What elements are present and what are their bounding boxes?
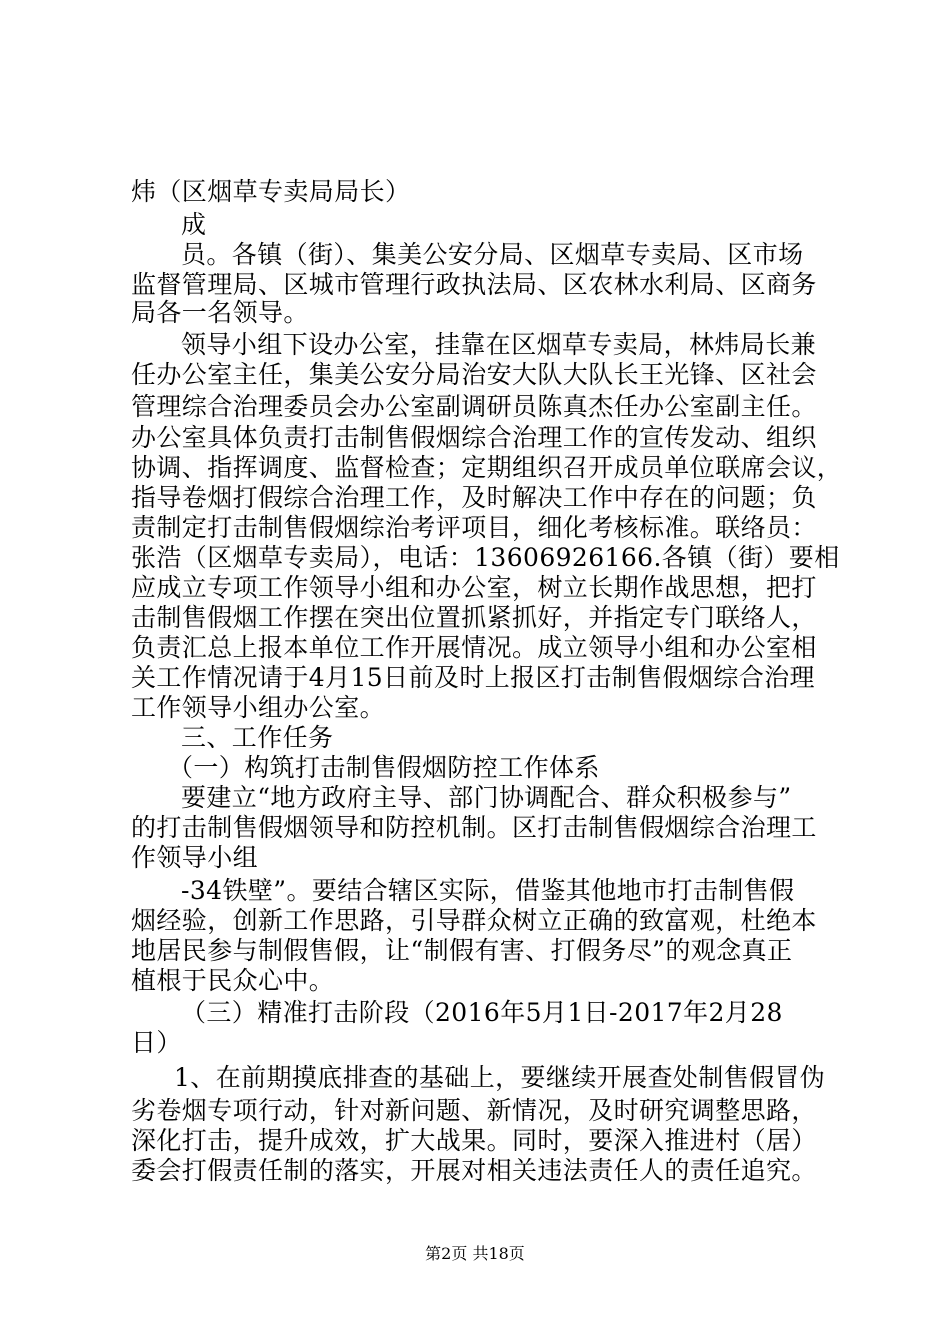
text-line: 责制定打击制售假烟综治考评项目，细化考核标准。联络员： [131,513,817,542]
text-line: 办公室具体负责打击制售假烟综合治理工作的宣传发动、组织 [131,423,817,452]
text-line: 击制售假烟工作摆在突出位置抓紧抓好，并指定专门联络人， [131,603,817,632]
text-line: 炜（区烟草专卖局局长） [131,177,411,206]
text-line: 植根于民众心中。 [131,966,335,995]
text-line: 局各一名领导。 [131,298,309,327]
text-line: -34铁壁”。要结合辖区实际，借鉴其他地市打击制售假 [181,876,795,905]
text-line: 烟经验，创新工作思路，引导群众树立正确的致富观，杜绝本 [131,906,817,935]
text-line: 作领导小组 [131,843,259,872]
subsection-heading: （一）构筑打击制售假烟防控工作体系 [168,753,600,782]
text-line: 监督管理局、区城市管理行政执法局、区农林水利局、区商务 [131,270,817,299]
section-heading: 三、工作任务 [181,723,334,752]
text-line: 领导小组下设办公室，挂靠在区烟草专卖局，林炜局长兼 [181,330,817,359]
text-line: 日） [131,1028,182,1057]
text-line: 深化打击，提升成效，扩大战果。同时，要深入推进村（居） [131,1126,817,1155]
text-line: 指导卷烟打假综合治理工作，及时解决工作中存在的问题；负 [131,483,817,512]
text-line: 负责汇总上报本单位工作开展情况。成立领导小组和办公室相 [131,633,817,662]
text-line: 要建立“地方政府主导、部门协调配合、群众积极参与” [181,783,792,812]
page-footer: 第2页 共18页 [425,1244,525,1263]
text-line: 地居民参与制假售假，让“制假有害、打假务尽”的观念真正 [131,936,793,965]
text-line: 工作领导小组办公室。 [131,693,386,722]
text-line: 成 [181,210,207,239]
text-line: 员。各镇（街）、集美公安分局、区烟草专卖局、区市场 [181,240,804,269]
text-line: 应成立专项工作领导小组和办公室，树立长期作战思想，把打 [131,573,817,602]
text-line: 1、在前期摸底排查的基础上，要继续开展查处制售假冒伪 [174,1063,826,1092]
text-line: 关工作情况请于4月15日前及时上报区打击制售假烟综合治理 [131,663,815,692]
text-line: 管理综合治理委员会办公室副调研员陈真杰任办公室副主任。 [131,392,817,421]
text-line: 张浩（区烟草专卖局），电话：13606926166.各镇（街）要相 [131,543,840,572]
text-line: 委会打假责任制的落实，开展对相关违法责任人的责任追究。 [131,1156,817,1185]
text-line: 协调、指挥调度、监督检查；定期组织召开成员单位联席会议， [131,453,843,482]
text-line: 劣卷烟专项行动，针对新问题、新情况，及时研究调整思路， [131,1096,817,1125]
subsection-heading: （三）精准打击阶段（2016年5月1日-2017年2月28 [181,998,783,1027]
text-line: 任办公室主任，集美公安分局治安大队大队长王光锋、区社会 [131,360,817,389]
text-line: 的打击制售假烟领导和防控机制。区打击制售假烟综合治理工 [131,813,817,842]
